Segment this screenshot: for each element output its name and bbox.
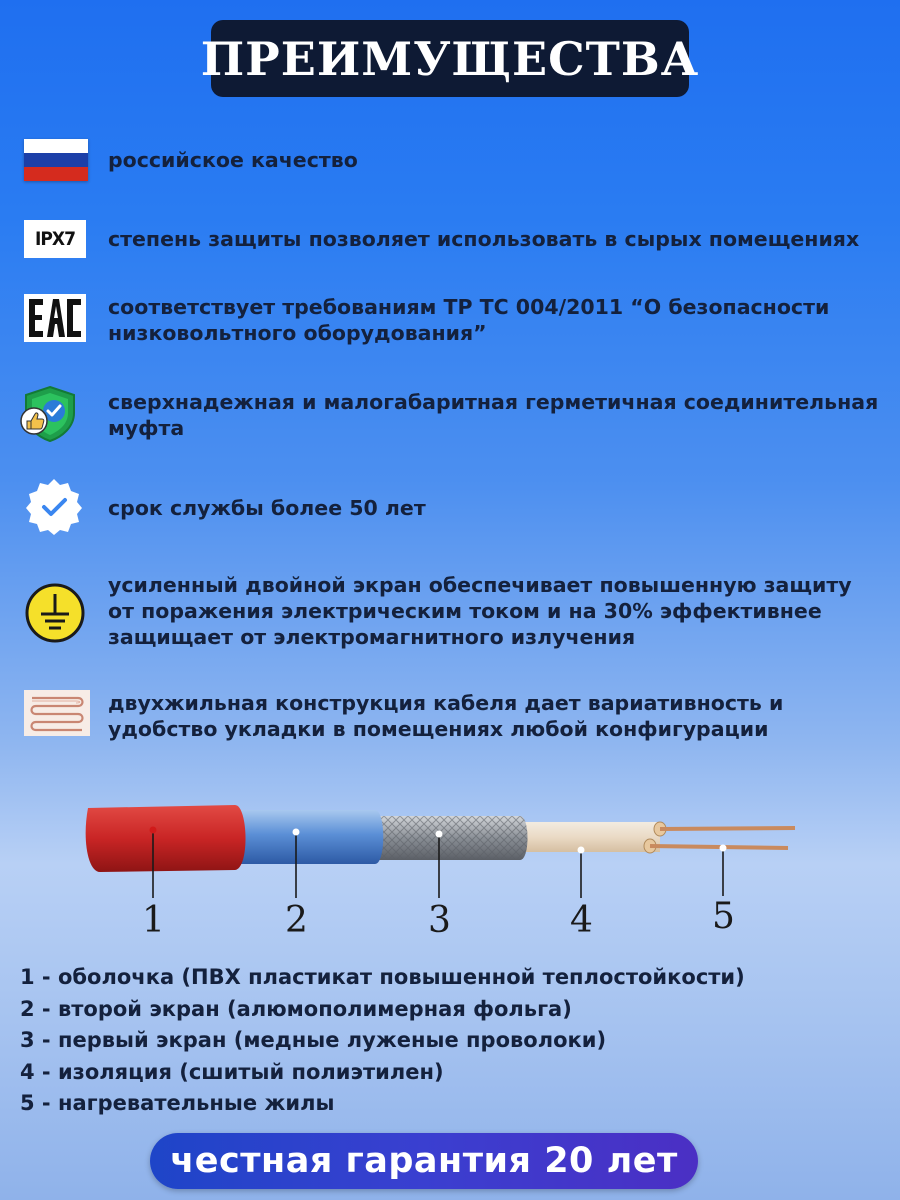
sheath-layer (86, 805, 246, 872)
feature-two-core (0, 688, 900, 744)
heating-core-1 (660, 828, 795, 829)
guarantee-badge (150, 1133, 698, 1189)
legend-item: 3 - первый экран (медные луженые проволоки) (20, 1028, 607, 1052)
legend-item: 2 - второй экран (алюмополимерная фольга) (20, 996, 572, 1021)
feature-text: степень защиты позволяет использовать в сырых помещениях (108, 227, 860, 251)
legend-item: 1 - оболочка (ПВХ пластикат повышенной теплостойкости) (20, 965, 745, 989)
feature-text: срок службы более 50 лет (108, 496, 426, 520)
shield-thumbs-up-icon (18, 385, 82, 443)
verified-badge-icon (24, 477, 84, 537)
ground-symbol-icon (24, 582, 86, 644)
cable-label-2: 2 (285, 900, 308, 941)
heating-core-2 (650, 846, 788, 848)
heating-coil-icon (24, 690, 90, 736)
feature-text: сверхнадежная и малогабаритная герметичная соединительная муфта (108, 390, 879, 440)
legend-item: 4 - изоляция (сшитый полиэтилен) (20, 1059, 444, 1084)
feature-double-shield (0, 572, 900, 652)
feature-service-life (0, 477, 900, 537)
cable-label-5: 5 (712, 896, 735, 937)
russian-flag-icon (24, 139, 88, 181)
feature-text: российское качество (108, 148, 358, 172)
cable-label-3: 3 (428, 900, 451, 941)
cable-diagram (60, 780, 860, 950)
feature-text: соответствует требованиям ТР ТС 004/2011 “О безопасности низковольтного оборудования” (108, 295, 830, 345)
legend-item: 5 - нагревательные жилы (20, 1091, 335, 1115)
cable-label-1: 1 (142, 900, 165, 941)
feature-text: усиленный двойной экран обеспечивает повышенную защиту от поражения электрическим током и на 30% эффективнее защищает от электромагнитного излучения (108, 573, 852, 649)
cable-illustration (60, 780, 860, 950)
eac-icon (24, 294, 86, 342)
title-banner (200, 20, 700, 97)
feature-ipx7 (0, 218, 900, 260)
cable-label-4: 4 (570, 900, 593, 941)
feature-text: двухжильная конструкция кабеля дает вариативность и удобство укладки в помещениях любой конфигурации (108, 691, 784, 741)
feature-coupling (0, 385, 900, 445)
ipx7-icon: IPX7 (24, 220, 86, 258)
cable-legend (20, 962, 880, 1120)
page-title: ПРЕИМУЩЕСТВА (200, 31, 700, 86)
feature-eac (0, 292, 900, 346)
guarantee-text: честная гарантия 20 лет (170, 1141, 678, 1181)
feature-russian-quality (0, 137, 900, 183)
